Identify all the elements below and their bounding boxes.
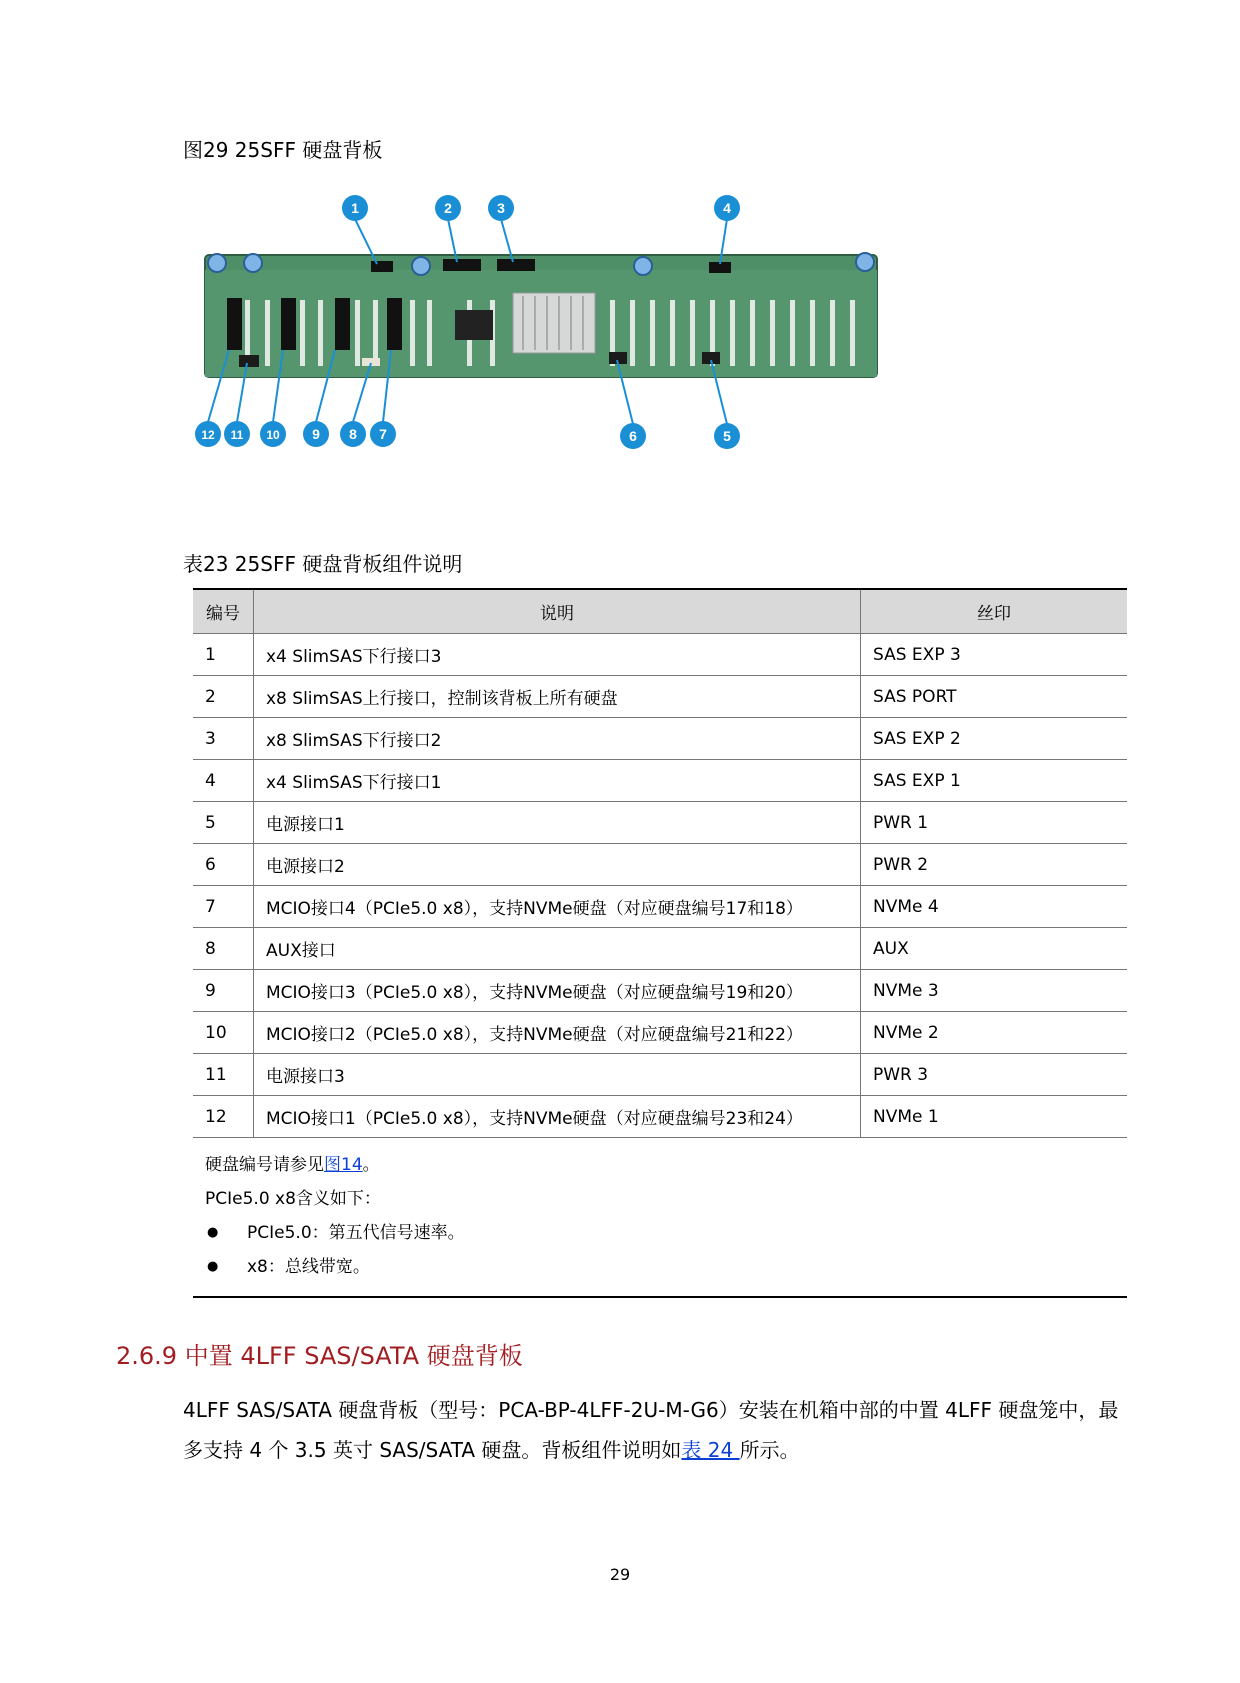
row-silkscreen: SAS EXP 1: [861, 760, 1128, 802]
table-row: [193, 886, 1127, 928]
callout-label: 9: [312, 426, 320, 442]
row-silkscreen: PWR 3: [861, 1054, 1128, 1096]
note-bullet: ● PCIe5.0：第五代信号速率。: [205, 1216, 1115, 1250]
note-text: 。: [362, 1155, 380, 1175]
row-number: 1: [193, 634, 254, 676]
table-row: [193, 760, 1127, 802]
row-silkscreen: NVMe 1: [861, 1096, 1128, 1138]
callout-label: 4: [723, 200, 731, 216]
callout-label: 6: [629, 428, 637, 444]
backplane-figure: [201, 200, 935, 470]
note-bullet: ● x8：总线带宽。: [205, 1250, 1115, 1284]
row-number: 11: [193, 1054, 254, 1096]
row-description: x4 SlimSAS下行接口1: [254, 760, 861, 802]
table-caption: 表23 25SFF 硬盘背板组件说明: [183, 552, 463, 576]
callout-label: 7: [379, 426, 387, 442]
callout-label: 11: [230, 428, 244, 442]
table-row: [193, 1054, 1127, 1096]
row-number: 12: [193, 1096, 254, 1138]
page-number: 29: [609, 1565, 631, 1584]
row-silkscreen: NVMe 2: [861, 1012, 1128, 1054]
table-row: [193, 634, 1127, 676]
row-number: 7: [193, 886, 254, 928]
row-silkscreen: NVMe 3: [861, 970, 1128, 1012]
callout-label: 8: [349, 426, 357, 442]
row-silkscreen: NVMe 4: [861, 886, 1128, 928]
paragraph-text: 4LFF SAS/SATA 硬盘背板（型号：PCA-BP-4LFF-2U-M-G6）安装在机箱中部的中置 4LFF 硬盘笼中，最多支持 4 个 3.5 英寸 SAS/SATA 硬盘。背板组件说明如: [183, 1398, 1119, 1462]
table-row: [193, 844, 1127, 886]
component-table: [193, 588, 1127, 1298]
row-description: MCIO接口2（PCIe5.0 x8），支持NVMe硬盘（对应硬盘编号21和22）: [254, 1012, 861, 1054]
chip: [455, 310, 493, 340]
row-silkscreen: PWR 2: [861, 844, 1128, 886]
row-description: 电源接口1: [254, 802, 861, 844]
callout-label: 3: [497, 200, 505, 216]
row-silkscreen: PWR 1: [861, 802, 1128, 844]
note-line-2: PCIe5.0 x8含义如下：: [205, 1189, 381, 1209]
row-description: MCIO接口4（PCIe5.0 x8），支持NVMe硬盘（对应硬盘编号17和18）: [254, 886, 861, 928]
row-description: 电源接口3: [254, 1054, 861, 1096]
table-note-row: [193, 1138, 1127, 1298]
row-number: 2: [193, 676, 254, 718]
table-row: [193, 802, 1127, 844]
note-text: 硬盘编号请参见: [205, 1155, 324, 1175]
callout-label: 10: [266, 428, 280, 442]
figure-caption: 图29 25SFF 硬盘背板: [183, 138, 383, 162]
row-description: MCIO接口1（PCIe5.0 x8），支持NVMe硬盘（对应硬盘编号23和24）: [254, 1096, 861, 1138]
table-row: [193, 676, 1127, 718]
row-number: 6: [193, 844, 254, 886]
row-description: AUX接口: [254, 928, 861, 970]
row-number: 3: [193, 718, 254, 760]
table-header-row: [193, 589, 1127, 634]
paragraph-text: 所示。: [739, 1438, 800, 1462]
row-description: x4 SlimSAS下行接口3: [254, 634, 861, 676]
figure-14-link[interactable]: 图14: [324, 1155, 363, 1175]
header-description: 说明: [254, 589, 861, 634]
row-number: 8: [193, 928, 254, 970]
row-description: x8 SlimSAS下行接口2: [254, 718, 861, 760]
table-row: [193, 1096, 1127, 1138]
row-description: x8 SlimSAS上行接口，控制该背板上所有硬盘: [254, 676, 861, 718]
callout-label: 1: [351, 200, 359, 216]
table-row: [193, 928, 1127, 970]
row-number: 9: [193, 970, 254, 1012]
section-heading: 2.6.9 中置 4LFF SAS/SATA 硬盘背板: [116, 1342, 523, 1370]
table-row: [193, 1012, 1127, 1054]
note-line-1: [205, 1148, 1115, 1182]
row-description: MCIO接口3（PCIe5.0 x8），支持NVMe硬盘（对应硬盘编号19和20）: [254, 970, 861, 1012]
row-number: 5: [193, 802, 254, 844]
table-row: [193, 970, 1127, 1012]
callout-label: 2: [444, 200, 452, 216]
table-row: [193, 718, 1127, 760]
row-silkscreen: SAS EXP 3: [861, 634, 1128, 676]
callout-label: 5: [723, 428, 731, 444]
row-silkscreen: AUX: [861, 928, 1128, 970]
table-24-link[interactable]: 表 24: [681, 1438, 740, 1462]
header-silkscreen: 丝印: [861, 589, 1128, 634]
row-number: 4: [193, 760, 254, 802]
row-silkscreen: SAS PORT: [861, 676, 1128, 718]
header-number: 编号: [193, 589, 254, 634]
row-number: 10: [193, 1012, 254, 1054]
row-description: 电源接口2: [254, 844, 861, 886]
body-paragraph: [183, 1390, 1123, 1470]
table-note: [193, 1138, 1127, 1298]
callout-label: 12: [201, 428, 215, 442]
row-silkscreen: SAS EXP 2: [861, 718, 1128, 760]
